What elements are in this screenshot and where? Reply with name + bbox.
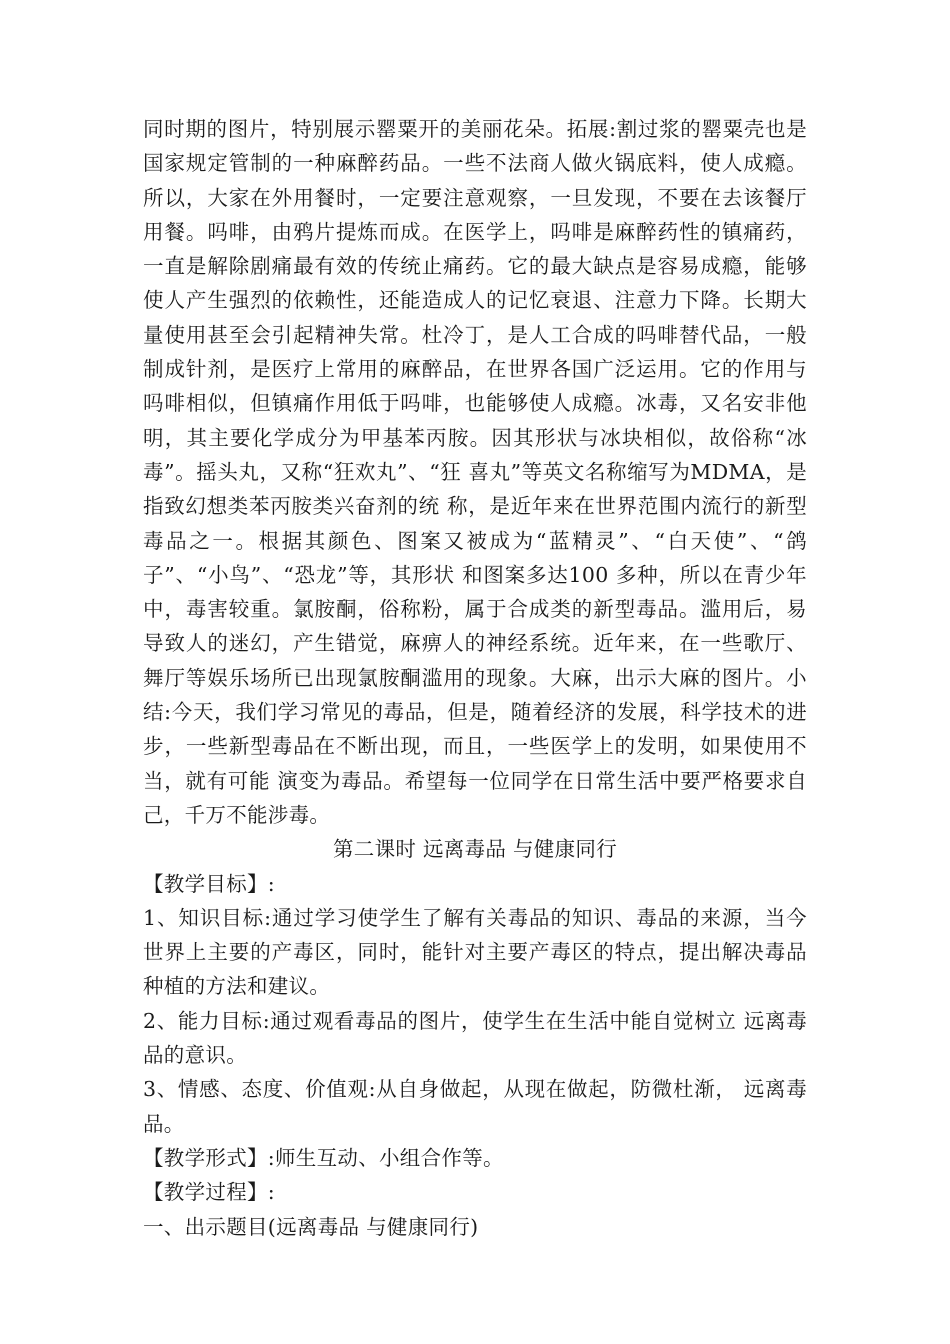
objectives-heading: 【教学目标】:	[143, 871, 276, 896]
document-page	[143, 112, 807, 1244]
process-step-1: 一、出示题目(远离毒品 与健康同行)	[143, 1214, 479, 1239]
objective-emotion: 3、情感、态度、价值观:从自身做起，从现在做起，防微杜渐， 远离毒品。	[143, 1077, 807, 1136]
body-paragraph: 同时期的图片，特别展示罂粟开的美丽花朵。拓展:割过浆的罂粟壳也是国家规定管制的一种麻醉药品。一些不法商人做火锅底料，使人成瘾。所以，大家在外用餐时，一定要注意观察，一旦发现，不要在去该餐厅用餐。吗啡，由鸦片提炼而成。在医学上，吗啡是麻醉药性的镇痛药，一直是解除剧痛最有效的传统止痛药。它的最大缺点是容易成瘾，能够使人产生强烈的依赖性，还能造成人的记忆衰退、注意力下降。长期大量使用甚至会引起精神失常。杜冷丁，是人工合成的吗啡替代品，一般制成针剂，是医疗上常用的麻醉品，在世界各国广泛运用。它的作用与吗啡相似，但镇痛作用低于吗啡，也能够使人成瘾。冰毒，又名安非他明，其主要化学成分为甲基苯丙胺。因其形状与冰块相似，故俗称“冰毒”。摇头丸，又称“狂欢丸”、“狂 喜丸”等英文名称缩写为MDMA，是指致幻想类苯丙胺类兴奋剂的统 称，是近年来在世界范围内流行的新型毒品之一。根据其颜色、图案又被成为“蓝精灵”、“白天使”、“鸽子”、“小鸟”、“恐龙”等，其形状 和图案多达100 多种，所以在青少年中，毒害较重。氯胺酮，俗称粉，属于合成类的新型毒品。滥用后，易导致人的迷幻，产生错觉，麻痹人的神经系统。近年来，在一些歌厅、舞厅等娱乐场所已出现氯胺酮滥用的现象。大麻，出示大麻的图片。小结:今天，我们学习常见的毒品，但是，随着经济的发展，科学技术的进步，一些新型毒品在不断出现，而且，一些医学上的发明，如果使用不当，就有可能 演变为毒品。希望每一位同学在日常生活中要严格要求自己，千万不能涉毒。	[143, 117, 807, 827]
process-heading: 【教学过程】:	[143, 1180, 276, 1205]
objective-knowledge: 1、知识目标:通过学习使学生了解有关毒品的知识、毒品的来源，当今世界上主要的产毒区，同时，能针对主要产毒区的特点，提出解决毒品种植的方法和建议。	[143, 905, 807, 999]
teaching-form: 【教学形式】:师生互动、小组合作等。	[143, 1145, 504, 1170]
objective-ability: 2、能力目标:通过观看毒品的图片，使学生在生活中能自觉树立 远离毒品的意识。	[143, 1008, 807, 1068]
lesson-title: 第二课时 远离毒品 与健康同行	[332, 837, 618, 862]
